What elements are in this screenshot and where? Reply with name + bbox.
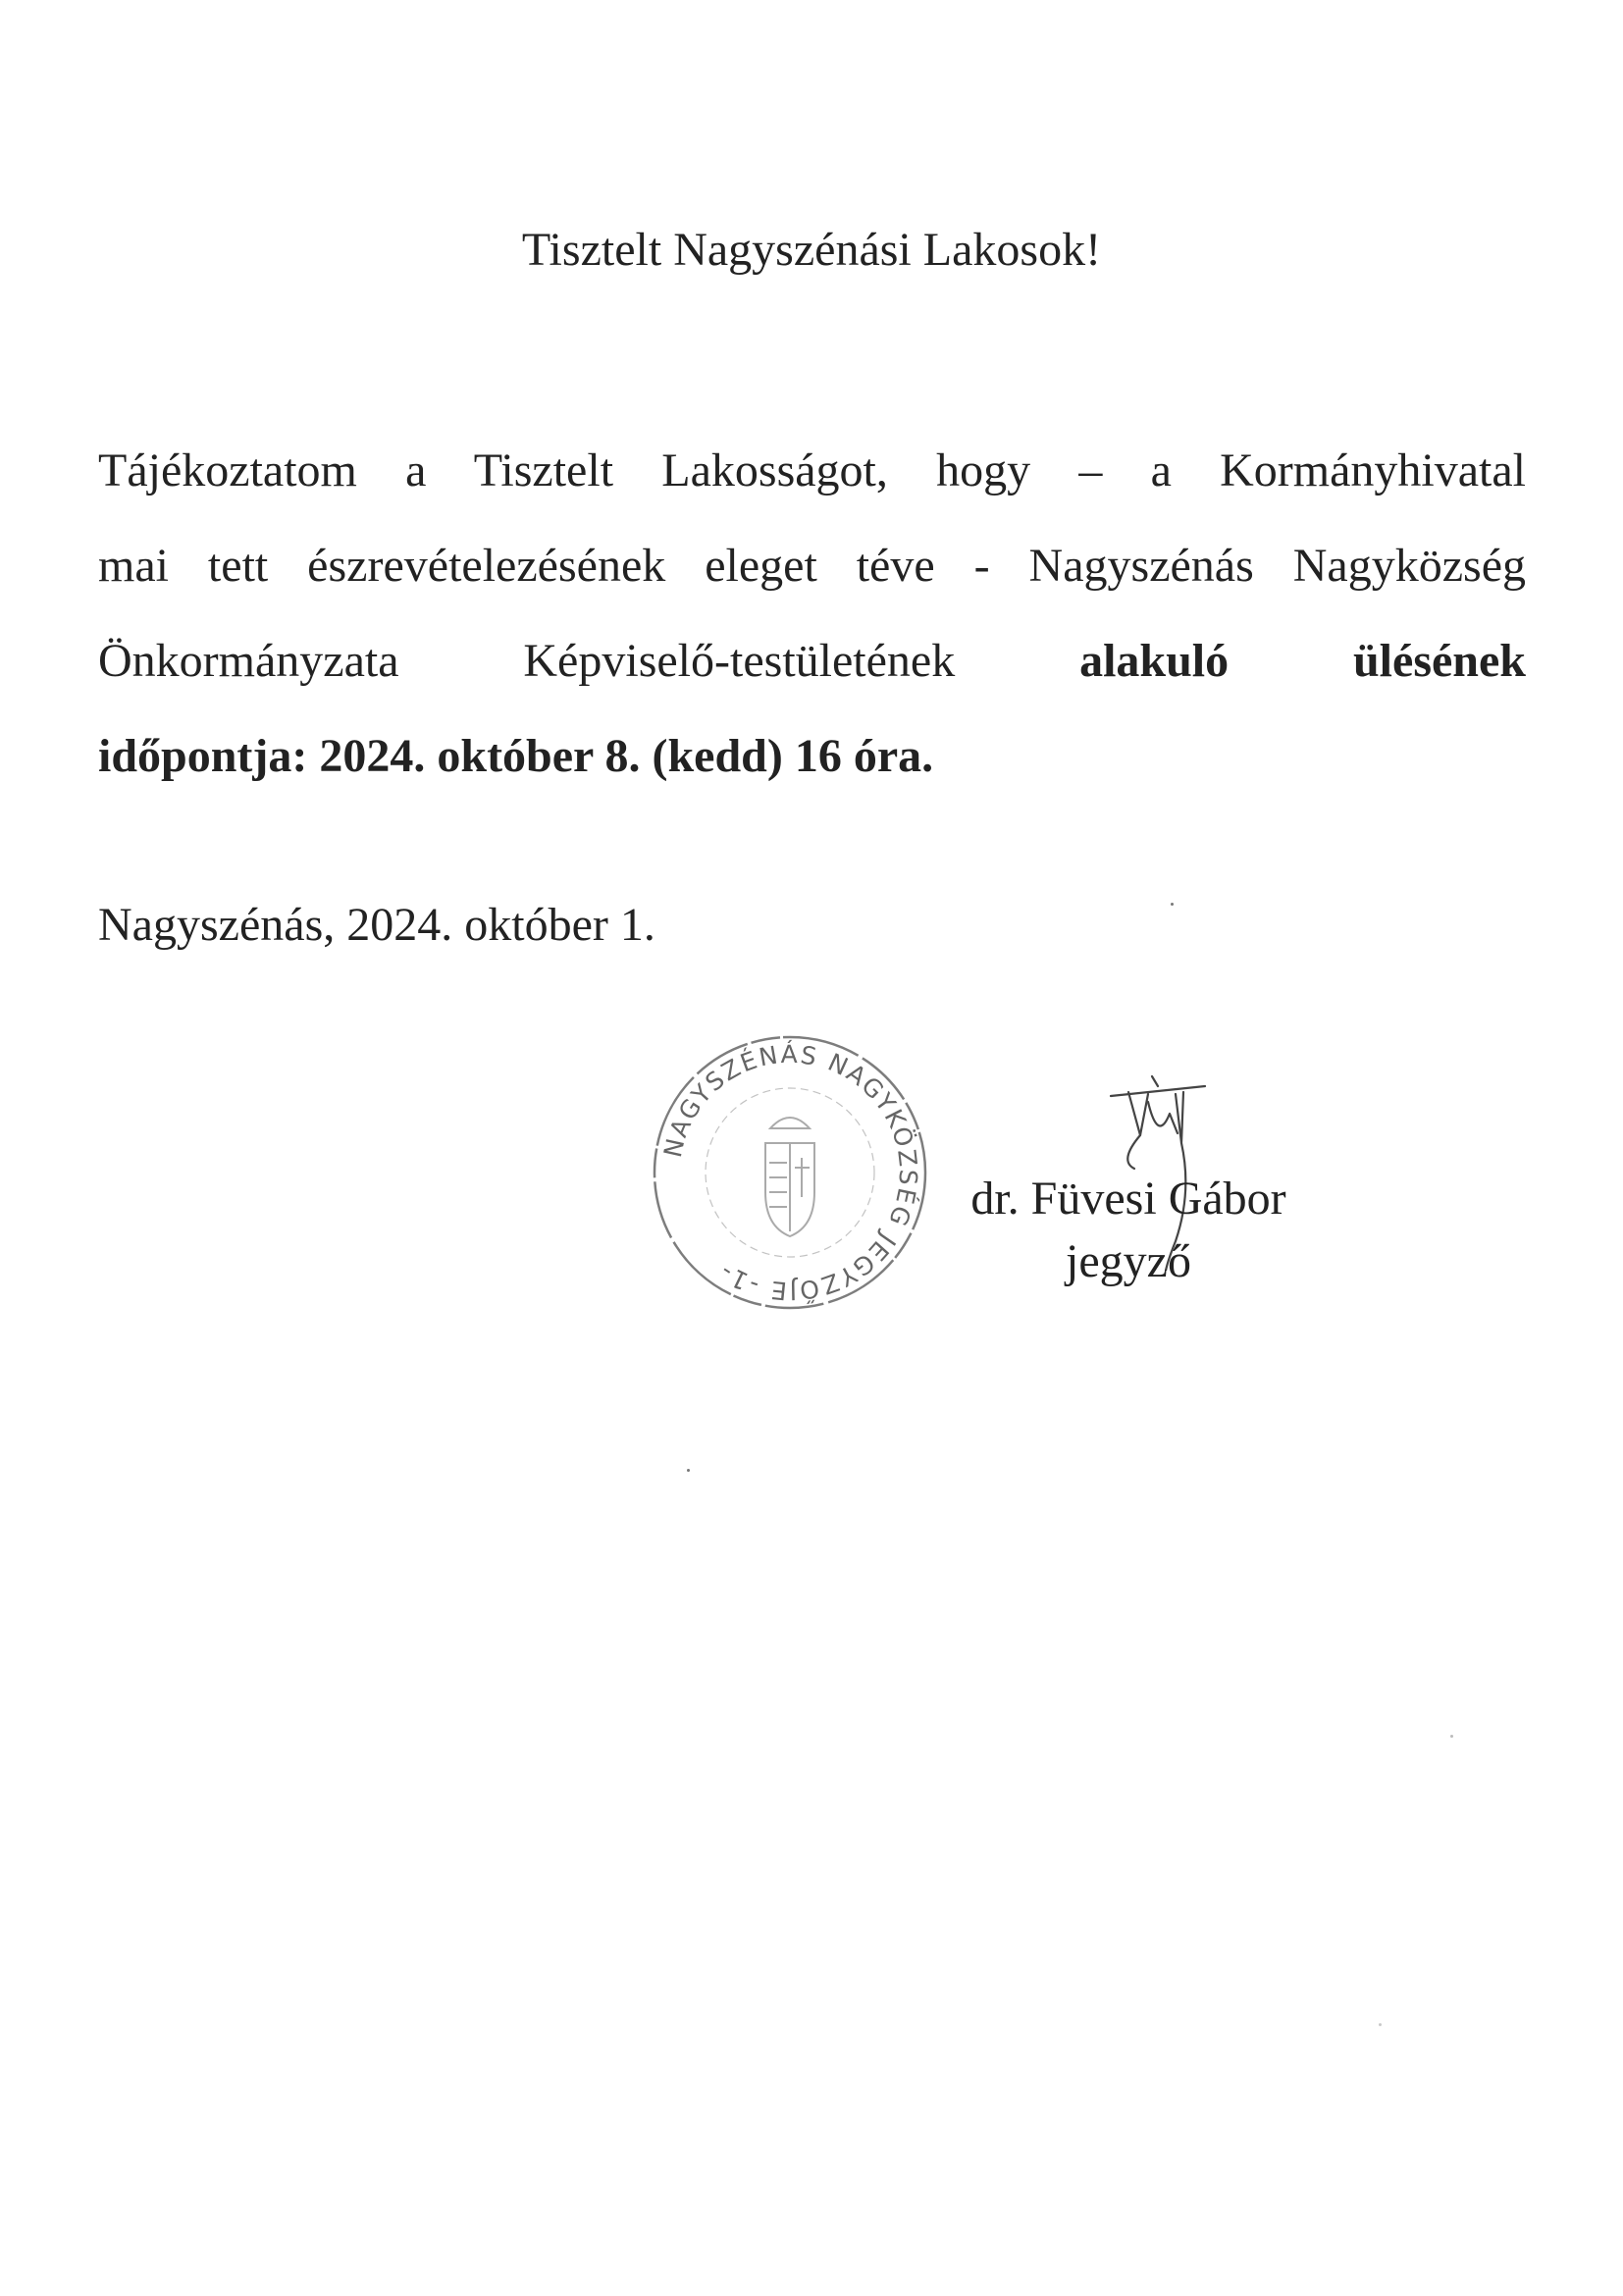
body-line-2: mai tett észrevételezésének eleget téve - Nagyszénás Nagyközség: [98, 540, 1526, 592]
place-and-date: Nagyszénás, 2024. október 1.: [98, 899, 655, 951]
official-stamp: [648, 1030, 932, 1315]
body-line-4-meeting-time: időpontja: 2024. október 8. (kedd) 16 óra.: [98, 730, 934, 782]
salutation: Tisztelt Nagyszénási Lakosok!: [521, 224, 1102, 276]
stamp-text: NAGYSZÉNÁS NAGYKÖZSÉG JEGYZŐJE -1-: [657, 1039, 923, 1306]
scan-speck: [687, 1469, 690, 1472]
scan-speck: [1379, 2023, 1382, 2026]
body-paragraph: [98, 423, 1526, 804]
body-line-3-bold-b: ülésének: [1352, 635, 1526, 687]
body-line-1: Tájékoztatom a Tisztelt Lakosságot, hogy – a Kormányhivatal: [98, 444, 1526, 496]
signer-name: dr. Füvesi Gábor: [970, 1173, 1286, 1225]
body-line-3-bold-a: alakuló: [1079, 635, 1230, 687]
body-line-3-normal: Önkormányzata Képviselő-testületének: [98, 635, 956, 687]
scan-speck: [1171, 903, 1174, 906]
body-line-3: [98, 613, 1526, 708]
scan-speck: [1450, 1735, 1453, 1738]
coat-of-arms-icon: [765, 1118, 814, 1236]
signer-title: jegyző: [1066, 1235, 1191, 1287]
signer-block: [922, 1168, 1335, 1293]
